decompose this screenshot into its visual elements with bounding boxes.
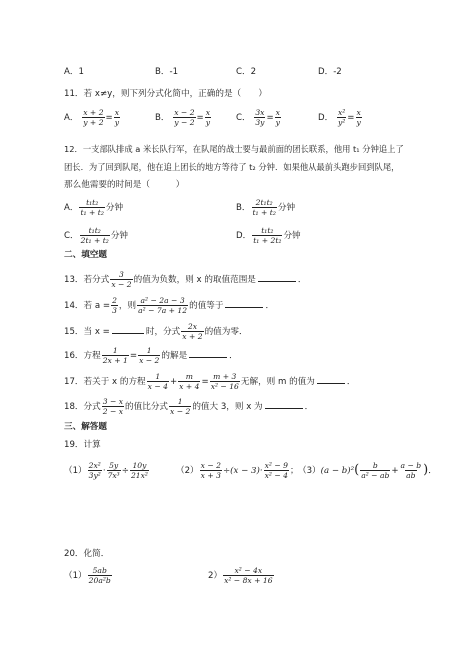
q13-answer-blank — [258, 272, 296, 282]
q12-line-3: 那么他需要的时间是（ ） — [64, 180, 185, 190]
q16: 16．方程 $\frac{1}{2x + 1}$ = $\frac{1}{x - 2}$ 的解是 ． — [64, 346, 238, 365]
q19-part-3: （3）(a − b)²( $\frac{b}{\text{a² − ab}}$ + $\frac{a - b}{ab}$ )． — [298, 461, 437, 480]
q12-line-2: 团长．为了回到队尾，他在追上团长的地方等待了 t₂ 分钟．如果他从最前头跑步回到队尾， — [64, 162, 400, 172]
q10-option-c: C．2 — [236, 67, 257, 77]
q12-option-b: B． $\frac{\text{2t₁t₂}}{\text{t₁ + t₂}}$ 分钟 — [236, 198, 296, 217]
q17: 17．若关于 x 的方程 $\frac{1}{x - 4}$ + $\frac{m}{x + 4}$ = $\frac{m + 3}{\text{x² − 16}}$ 无解，则 m 的值为 ． — [64, 372, 356, 391]
q11-option-a: A． $\frac{x + 2}{y + 2}$ = $\frac{x}{y}$ — [64, 108, 120, 127]
q11-option-b: B． $\frac{x - 2}{y - 2}$ = $\frac{x}{y}$ — [155, 108, 211, 127]
q20-part-1: （1） $\frac{5ab}{\text{20a²b}}$ — [64, 566, 111, 585]
q14-answer-blank — [225, 298, 263, 308]
q18: 18．分式 $\frac{3 - x}{2 - x}$ 的值比分式 $\frac{1}{x - 2}$ 的值大 3，则 x 为 ． — [64, 397, 314, 416]
q18-answer-blank — [265, 399, 303, 409]
q12-option-d: D． $\frac{\text{t₁t₂}}{\text{t₁ + 2t₂}}$ 分钟 — [236, 226, 301, 245]
q19-title: 19．计算 — [64, 440, 101, 450]
section-solve-heading: 三、解答题 — [64, 422, 107, 432]
q12-option-c: C． $\frac{\text{t₁t₂}}{\text{2t₁ + t₂}}$ 分钟 — [64, 226, 129, 245]
q16-answer-blank — [189, 348, 227, 358]
q11-stem: 11．若 x≠y，则下列分式化简中，正确的是（ ） — [64, 89, 267, 99]
q15-answer-blank — [112, 324, 144, 334]
q19-part-2: （2） $\frac{x - 2}{x + 3}$ ÷(x − 3)· $\frac{\text{x² − 9}}{\text{x² − 4}}$ ； — [176, 461, 299, 480]
q20-title: 20．化简． — [64, 549, 110, 559]
q10-option-a: A．1 — [64, 67, 84, 77]
q19-part-1: （1） $\frac{\text{2x²}}{\text{3y²}}$ · $\frac{5y}{\text{7x³}}$ ÷ $\frac{10y}{\text{21x²}}$ — [64, 461, 148, 480]
q12-line-1: 12．一支部队排成 a 米长队行军，在队尾的战士要与最前面的团长联系，他用 t₁ 分钟追上了 — [64, 144, 404, 154]
q11-option-d: D． $\frac{\text{x²}}{\text{y²}}$ = $\frac{x}{y}$ — [318, 108, 361, 127]
q10-option-b: B．-1 — [155, 67, 179, 77]
q10-option-d: D．-2 — [318, 67, 342, 77]
q20-part-2: 2） $\frac{\text{x² − 4x}}{\text{x² − 8x + 16}}$ — [208, 566, 273, 585]
q11-option-c: C． $\frac{3x}{3y}$ = $\frac{x}{y}$ — [236, 108, 280, 127]
section-fill-in-heading: 二、填空题 — [64, 250, 107, 260]
q15: 15．当 x = 时，分式 $\frac{2x}{x + 2}$ 的值为零． — [64, 322, 248, 341]
q13: 13．若分式 $\frac{3}{x - 2}$ 的值为负数，则 x 的取值范围是 ． — [64, 270, 307, 289]
q14: 14．若 a = $\frac{2}{3}$ ，则 $\frac{\text{a² − 2a − 3}}{\text{a² − 7a + 12}}$ 的值等于 ． — [64, 296, 275, 315]
q17-answer-blank — [317, 374, 345, 384]
q12-option-a: A． $\frac{\text{t₁t₂}}{\text{t₁ + t₂}}$ 分钟 — [64, 198, 124, 217]
